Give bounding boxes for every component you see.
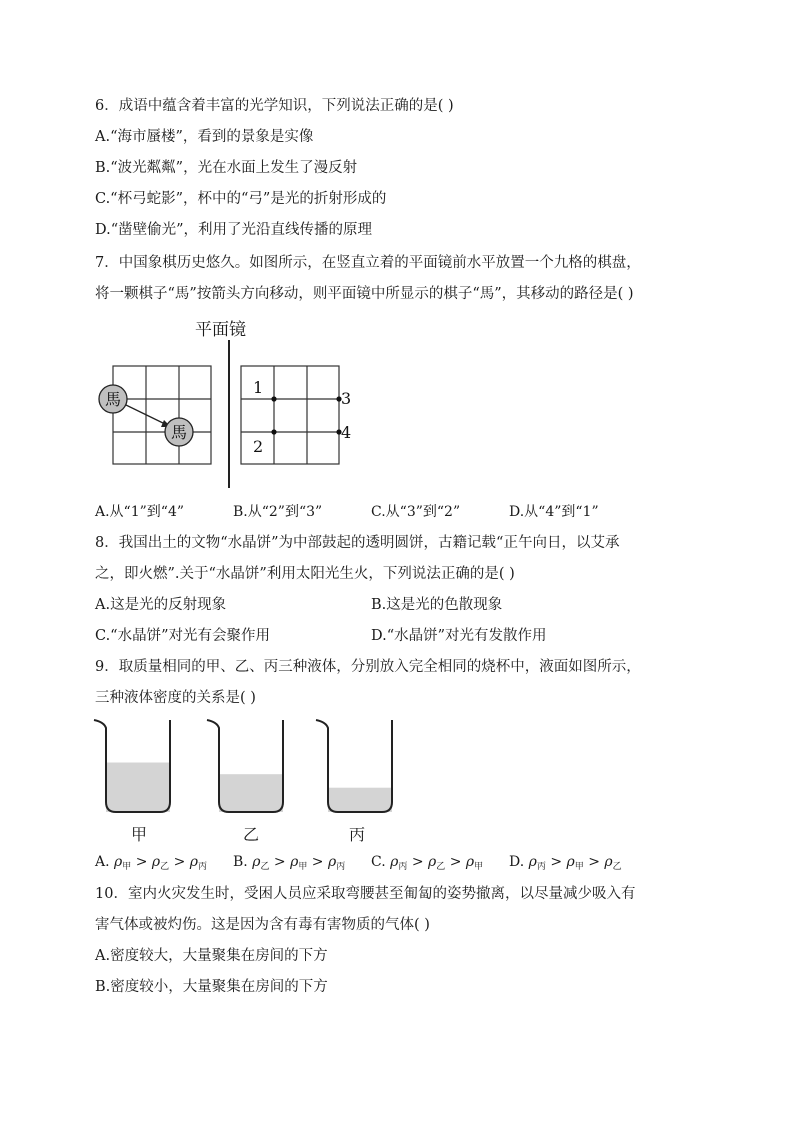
point-3-label: 3 [341, 389, 352, 408]
beaker-label-jia: 甲 [131, 825, 148, 844]
chess-piece-end [165, 418, 193, 446]
point-1-label: 1 [253, 378, 264, 397]
q7-stem-line1: 7．中国象棋历史悠久。如图所示，在竖直立着的平面镜前水平放置一个九格的棋盘， [95, 255, 641, 271]
point-1-dot [271, 396, 276, 401]
q9-stem-line2: 三种液体密度的关系是( ) [95, 690, 256, 706]
liquid-yi [219, 774, 283, 812]
q10-option-a: A.密度较大，大量聚集在房间的下方 [95, 948, 328, 964]
liquid-bing [328, 788, 392, 812]
q8-stem-line1: 8．我国出土的文物“水晶饼”为中部鼓起的透明圆饼，古籍记载“正午向日，以艾承 [95, 535, 620, 551]
chess-piece-start [99, 385, 127, 413]
q8-stem-line2: 之，即火燃”.关于“水晶饼”利用太阳光生火，下列说法正确的是( ) [95, 566, 515, 582]
beaker-label-bing: 丙 [349, 825, 366, 844]
q7-option-d: D.从“4”到“1” [509, 504, 599, 520]
q9-option-c: C. $\rho_丙 > \rho_乙 > \rho_甲$ [371, 854, 484, 872]
point-4-label: 4 [341, 423, 352, 442]
q9-option-b: B. $\rho_乙 > \rho_甲 > \rho_丙$ [233, 854, 346, 872]
beaker-label-yi: 乙 [243, 825, 260, 844]
q9-option-a: A. $\rho_甲 > \rho_乙 > \rho_丙$ [95, 854, 208, 872]
chessboard-original [113, 366, 211, 464]
q8-option-a: A.这是光的反射现象 [95, 597, 227, 613]
liquid-jia [106, 763, 170, 813]
q7-option-a: A.从“1”到“4” [95, 504, 185, 520]
q6-option-b: B.“波光粼粼”，光在水面上发生了漫反射 [95, 160, 358, 176]
beaker-bing [316, 720, 392, 812]
q8-option-b: B.这是光的色散现象 [371, 597, 503, 613]
q8-option-c: C.“水晶饼”对光有会聚作用 [95, 628, 271, 644]
move-arrow [126, 405, 171, 427]
chessboard-mirror-figure [95, 330, 355, 490]
q6-option-c: C.“杯弓蛇影”，杯中的“弓”是光的折射形成的 [95, 191, 387, 207]
q6-option-a: A.“海市蜃楼”，看到的景象是实像 [95, 129, 314, 145]
q6-option-d: D.“凿壁偷光”，利用了光沿直线传播的原理 [95, 222, 373, 238]
q10-option-b: B.密度较小，大量聚集在房间的下方 [95, 979, 328, 995]
q10-stem-line1: 10．室内火灾发生时，受困人员应采取弯腰甚至匍匐的姿势撤离，以尽量减少吸入有 [95, 886, 636, 902]
beaker-jia [94, 720, 170, 812]
point-2-label: 2 [253, 437, 264, 456]
q6-stem: 6．成语中蕴含着丰富的光学知识，下列说法正确的是( ) [95, 98, 454, 114]
q10-stem-line2: 害气体或被灼伤。这是因为含有毒有害物质的气体( ) [95, 917, 430, 933]
q9-option-d: D. $\rho_丙 > \rho_甲 > \rho_乙$ [509, 854, 622, 872]
point-2-dot [271, 429, 276, 434]
q8-option-d: D.“水晶饼”对光有发散作用 [371, 628, 547, 644]
q7-option-c: C.从“3”到“2” [371, 504, 461, 520]
q7-stem-line2: 将一颗棋子“馬”按箭头方向移动，则平面镜中所显示的棋子“馬”，其移动的路径是( ) [95, 286, 634, 302]
chess-piece-start-label: 馬 [104, 390, 122, 409]
beaker-yi [207, 720, 283, 812]
mirror-label: 平面镜 [195, 320, 246, 340]
q9-stem-line1: 9．取质量相同的甲、乙、丙三种液体，分别放入完全相同的烧杯中，液面如图所示， [95, 659, 641, 675]
chess-piece-end-label: 馬 [170, 423, 188, 442]
q7-option-b: B.从“2”到“3” [233, 504, 323, 520]
